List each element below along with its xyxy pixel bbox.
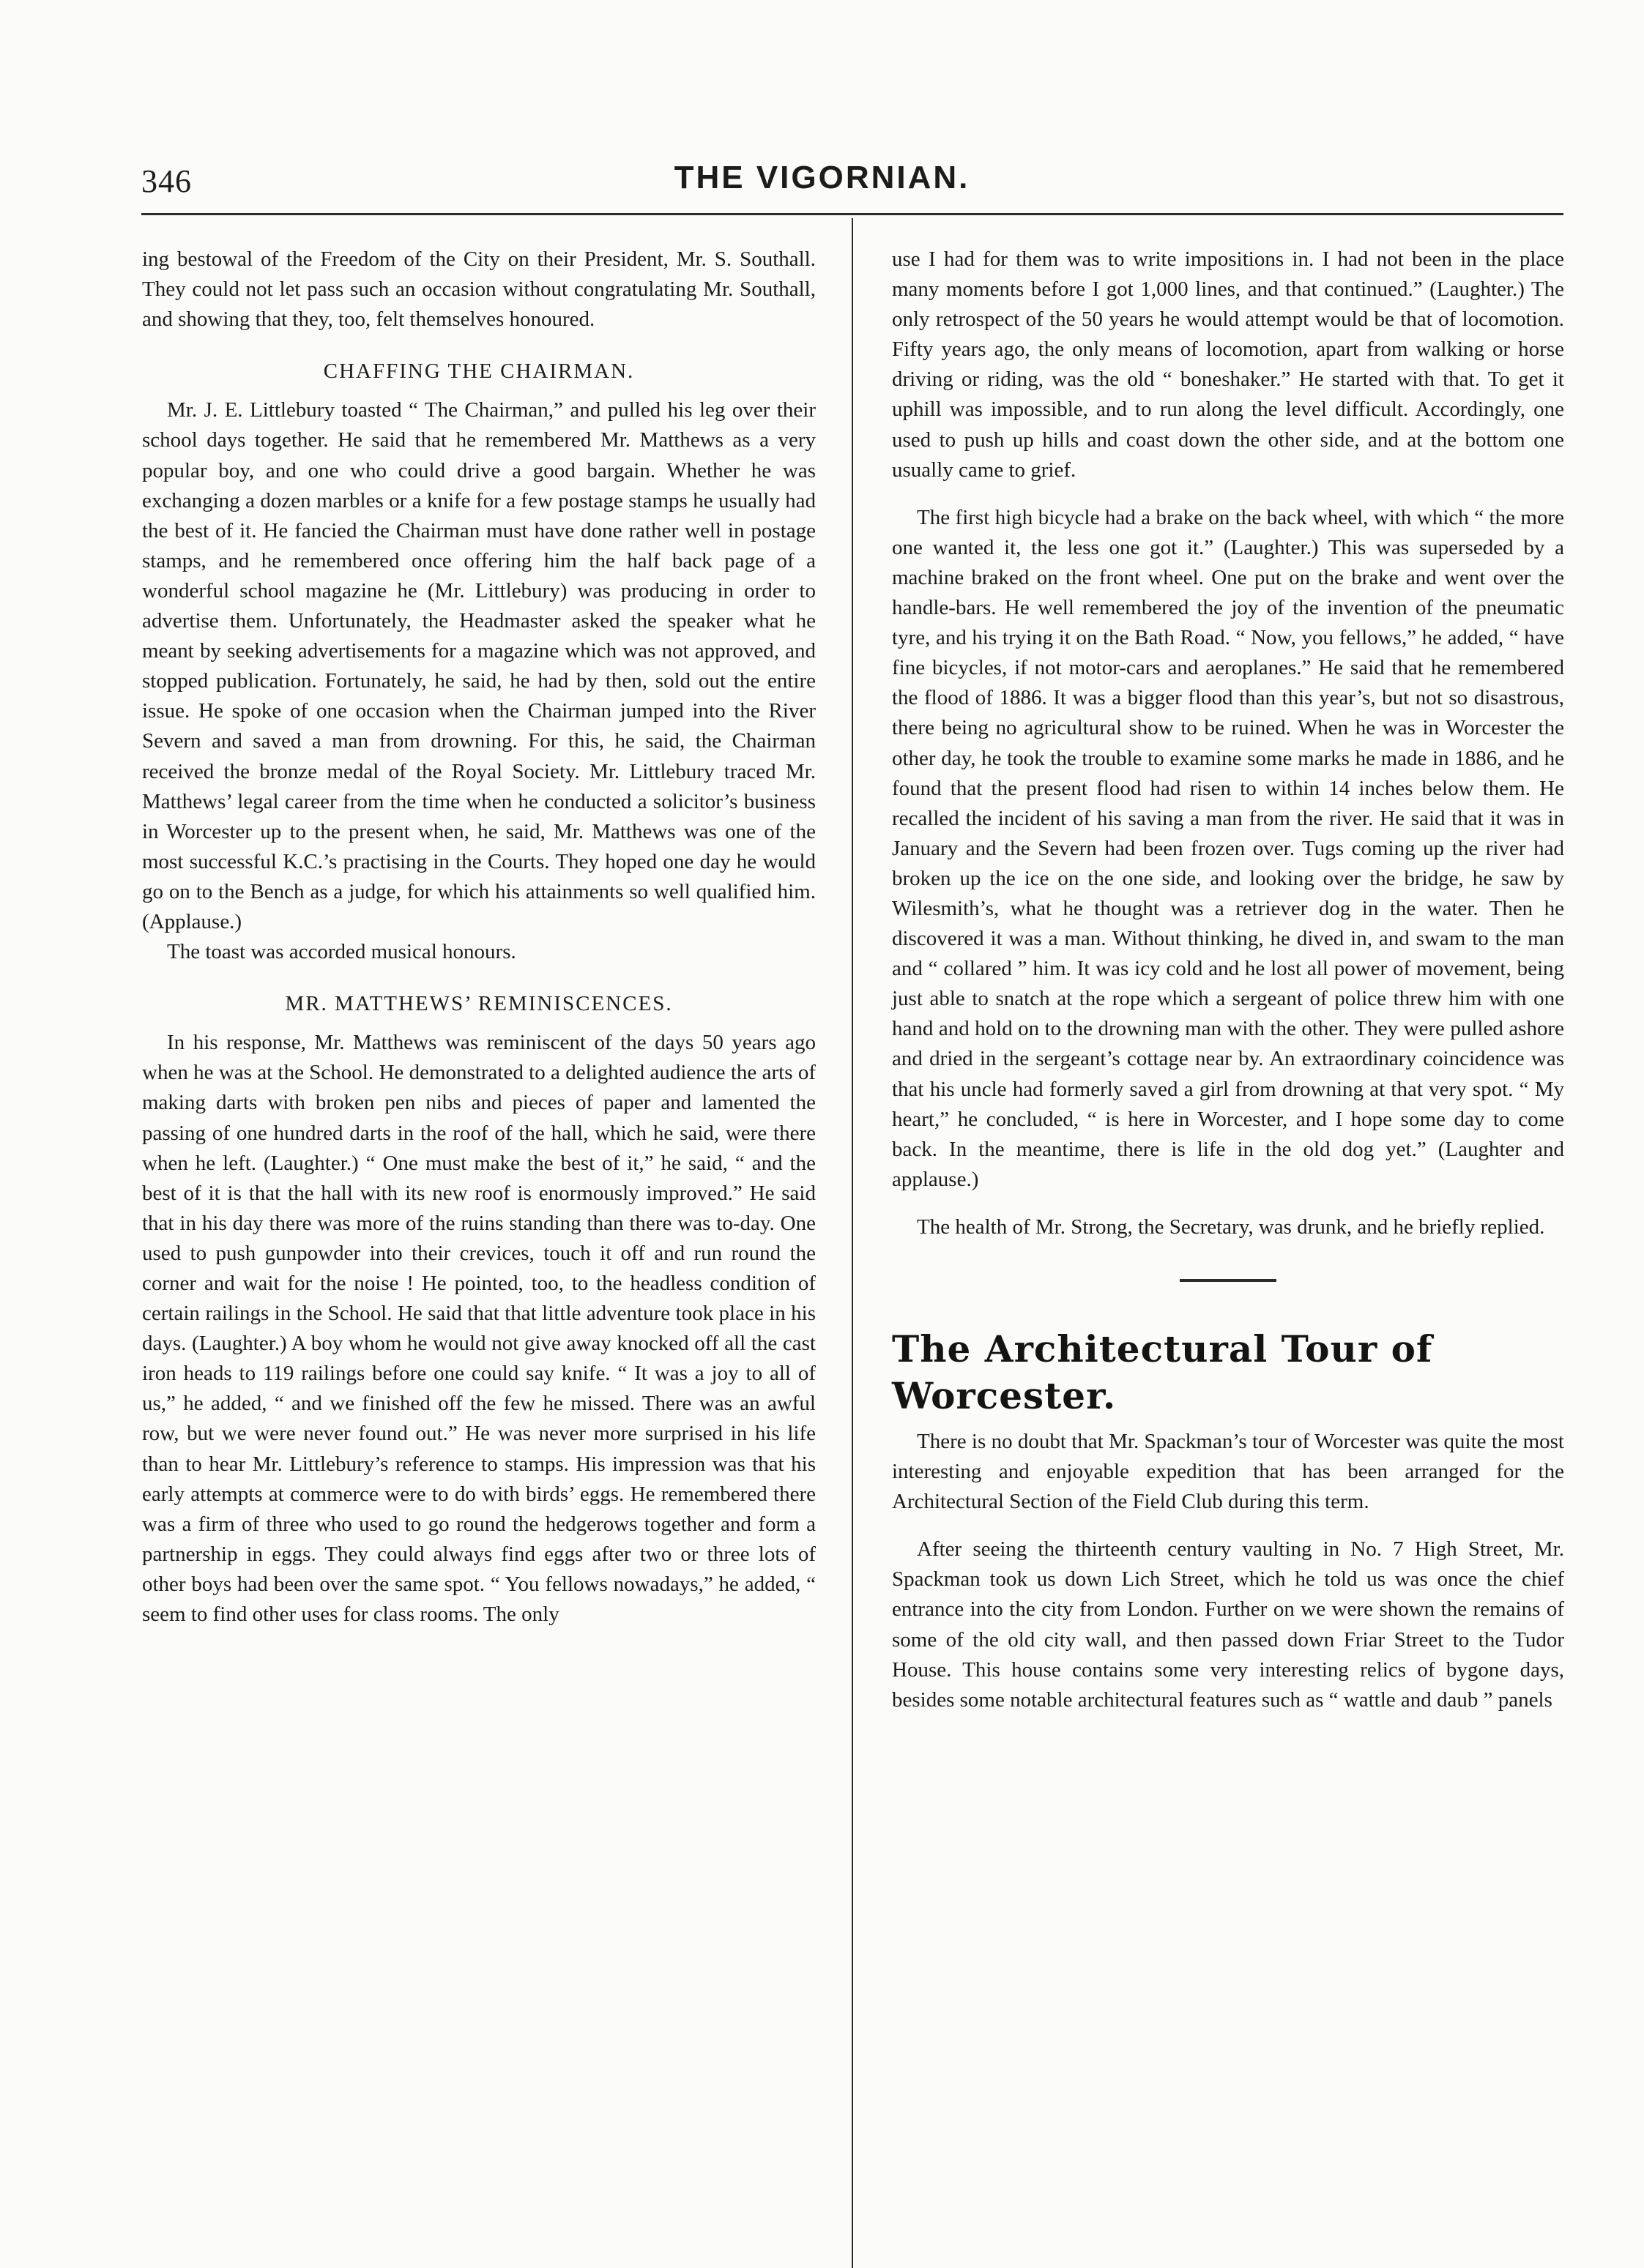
- chaffing-heading: CHAFFING THE CHAIRMAN.: [323, 359, 635, 384]
- header-rule: [141, 213, 1563, 215]
- page-number: 346: [141, 163, 192, 199]
- right-column: [892, 245, 1564, 1715]
- tour-paragraph: After seeing the thirteenth century vaulting in No. 7 High Street, Mr. Spackman took us down Lich Street, which he told us was once the chief entrance into the city from London. Further on we were shown the remains of some of the old city wall, and then passed down Friar Street to the Tudor House. This house contains some very interesting relics of bygone days, besides some notable architectural features such as “ wattle and daub ” panels: [892, 1537, 1564, 1712]
- toast-paragraph: The toast was accorded musical honours.: [167, 940, 516, 964]
- bicycle-paragraph: The first high bicycle had a brake on the back wheel, with which “ the more one wanted it, the less one got it.” (Laughter.) This was superseded by a machine braked on the front wheel. One put on the brake and went over the handle-bars. He well remembered the joy of the invention of the pneumatic tyre, and his trying it on the Bath Road. “ Now, you fellows,” he added, “ have fine bicycles, if not motor-cars and aeroplanes.” He said that he remembered the flood of 1886. It was a bigger flood than this year’s, but not so disastrous, there being no agricultural show to be ruined. When he was in Worcester the other day, he took the trouble to examine some marks he made in 1886, and he found that the present flood had risen to within 14 inches below them. He recalled the incident of his saving a man from the river. He said that it was in January and the Severn had been frozen over. Tugs coming up the river had broken up the ice on the one side, and looking over the bridge, he saw by Wilesmith’s, what he thought was a retriever dog in the water. Then he discovered it was a man. Without thinking, he dived in, and swam to the man and “ collared ” him. It was icy cold and he lost all power of movement, being just able to snatch at the rope which a sergeant of police threw him with one hand and hold on to the drowning man with the other. They were pulled ashore and dried in the sergeant’s cottage near by. An extraordinary coincidence was that his uncle had formerly saved a girl from drowning at that very spot. “ My heart,” he concluded, “ is here in Worcester, and I hope some day to come back. In the meantime, there is life in the old dog yet.” (Laughter and applause.): [892, 505, 1564, 1191]
- chaffing-paragraph: Mr. J. E. Littlebury toasted “ The Chairman,” and pulled his leg over their school days together. He said that he remembered Mr. Matthews as a very popular boy, and one who could drive a good bargain. Whether he was exchanging a dozen marbles or a knife for a few postage stamps he usually had the best of it. He fancied the Chairman must have done rather well in postage stamps, and he remembered once offering him the half back page of a wonderful school magazine he (Mr. Littlebury) was producing in order to advertise them. Unfortunately, the Headmaster asked the speaker what he meant by seeking advertisements for a magazine which was not approved, and stopped publication. Fortunately, he said, he had by then, sold out the entire issue. He spoke of one occasion when the Chairman jumped into the River Severn and saved a man from drowning. For this, he said, the Chairman received the bronze medal of the Royal Society. Mr. Littlebury traced Mr. Matthews’ legal career from the time when he conducted a solicitor’s business in Worcester up to the present when, he said, Mr. Matthews was one of the most successful K.C.’s practising in the Courts. They hoped one day he would go on to the Bench as a judge, for which his attainments so well qualified him. (Applause.): [142, 398, 816, 933]
- left-column: [142, 245, 816, 1630]
- health-paragraph: The health of Mr. Strong, the Secretary, was drunk, and he briefly replied.: [917, 1215, 1545, 1239]
- tour-title: The Architectural Tour of Worcester.: [892, 1327, 1433, 1417]
- intro-paragraph: ing bestowal of the Freedom of the City on their President, Mr. S. Southall. They could not let pass such an occasion without congratulating Mr. Southall, and showing that they, too, felt themselves honoured.: [142, 247, 816, 332]
- publication-title: THE VIGORNIAN.: [674, 160, 970, 195]
- column-divider: [852, 218, 853, 2268]
- continued-paragraph: use I had for them was to write impositions in. I had not been in the place many moments before I got 1,000 lines, and that continued.” (Laughter.) The only retrospect of the 50 years he would attempt would be that of locomotion. Fifty years ago, the only means of locomotion, apart from walking or horse driving or riding, was the old “ boneshaker.” He started with that. To get it uphill was impossible, and to run along the level difficult. Accordingly, one used to push up hills and coast down the other side, and at the bottom one usually came to grief.: [892, 247, 1564, 482]
- section-divider: [1180, 1279, 1276, 1282]
- tour-intro-paragraph: There is no doubt that Mr. Spackman’s tour of Worcester was quite the most interesting and enjoyable expedition that has been arranged for the Architectural Section of the Field Club during this term.: [892, 1430, 1564, 1514]
- reminiscences-paragraph: In his response, Mr. Matthews was reminiscent of the days 50 years ago when he was at the School. He demonstrated to a delighted audience the arts of making darts with broken pen nibs and pieces of paper and lamented the passing of one hundred darts in the roof of the hall, which he said, were there when he left. (Laughter.) “ One must make the best of it,” he said, “ and the best of it is that the hall with its new roof is enormously improved.” He said that in his day there was more of the ruins standing than there was to-day. One used to push gunpowder into their crevices, touch it off and run round the corner and wait for the noise ! He pointed, too, to the headless condition of certain railings in the School. He said that that little adventure took place in his days. (Laughter.) A boy whom he would not give away knocked off all the cast iron heads to 119 railings before one could say knife. “ It was a joy to all of us,” he added, “ and we finished off the few he missed. There was an awful row, but we were never found out.” He was never more surprised in his life than to hear Mr. Littlebury’s reference to stamps. His impression was that his early attempts at commerce were to do with birds’ eggs. He remembered there was a firm of three who used to go round the hedgerows together and form a partnership in eggs. They could always find eggs after two or three lots of other boys had been over the same spot. “ You fellows nowadays,” he added, “ seem to find other uses for class rooms. The only: [142, 1031, 816, 1627]
- reminiscences-heading: MR. MATTHEWS’ REMINISCENCES.: [285, 992, 673, 1016]
